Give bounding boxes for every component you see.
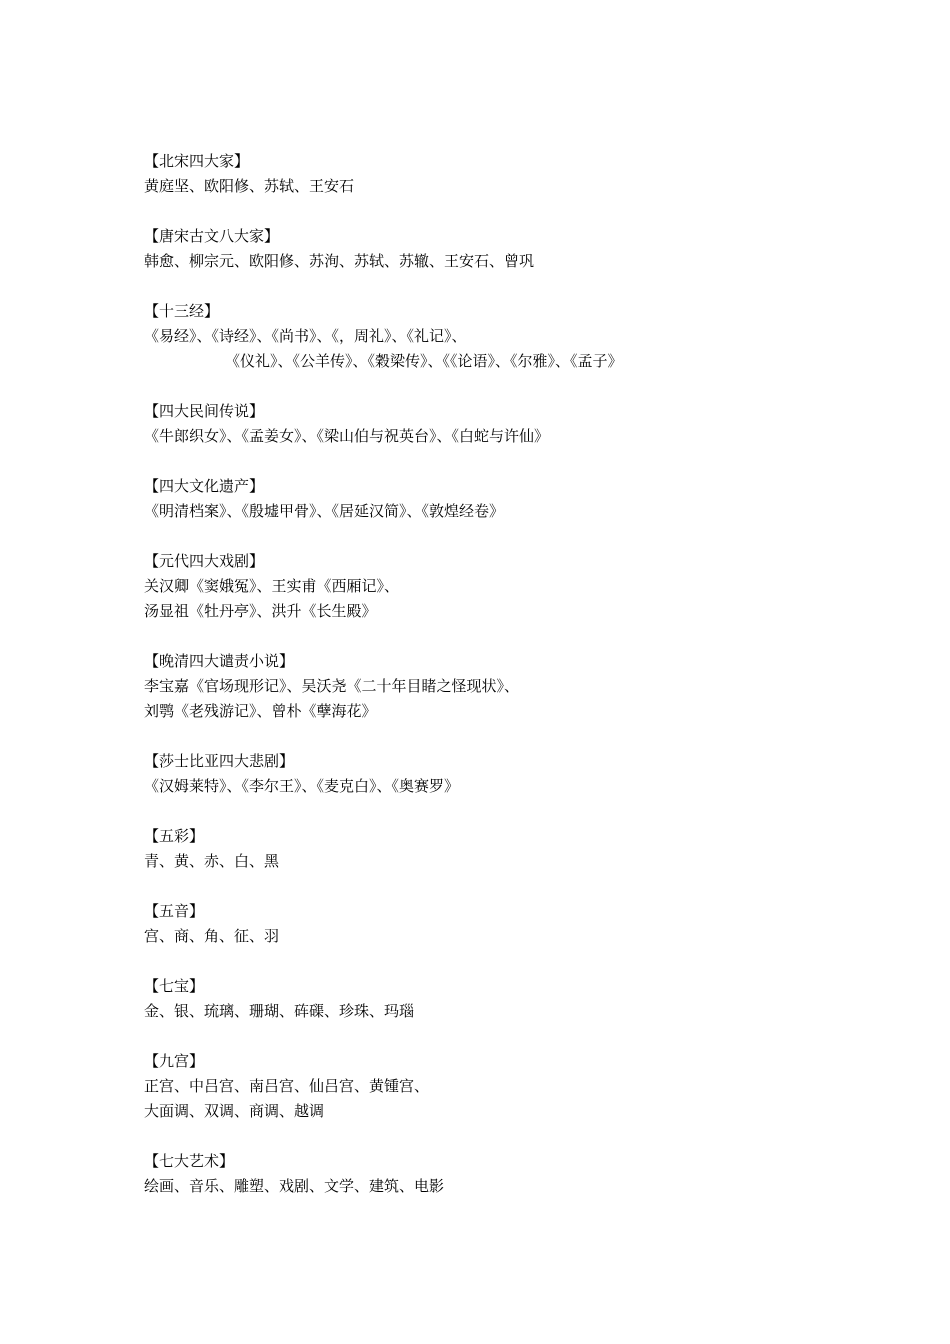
- section-line: 宫、商、角、征、羽: [144, 927, 280, 945]
- section-yuandai-xiju: [144, 549, 864, 624]
- section-title: 【北宋四大家】: [144, 152, 250, 170]
- section-wuyin: [144, 899, 864, 949]
- section-title: 【莎士比亚四大悲剧】: [144, 752, 295, 770]
- section-shisanjing: [144, 299, 864, 374]
- section-title: 【十三经】: [144, 302, 220, 320]
- section-wenhua-yichan: [144, 474, 864, 524]
- section-title: 【四大民间传说】: [144, 402, 265, 420]
- document-page: [144, 149, 864, 1224]
- section-title: 【四大文化遗产】: [144, 477, 265, 495]
- section-qianze-xiaoshuo: [144, 649, 864, 724]
- section-shashibiya-beiju: [144, 749, 864, 799]
- section-title: 【五音】: [144, 902, 205, 920]
- section-line: 大面调、双调、商调、越调: [144, 1102, 325, 1120]
- section-line: 正宫、中吕宫、南吕宫、仙吕宫、黄锺宫、: [144, 1077, 430, 1095]
- section-line: 《仪礼》、《公羊传》、《穀梁传》、《《论语》、《尔雅》、《孟子》: [225, 352, 623, 370]
- section-line: 《汉姆莱特》、《李尔王》、《麦克白》、《奥赛罗》: [144, 777, 460, 795]
- section-title: 【七宝】: [144, 977, 205, 995]
- section-line: 青、黄、赤、白、黑: [144, 852, 280, 870]
- section-title: 【七大艺术】: [144, 1152, 235, 1170]
- section-line: 金、银、琉璃、珊瑚、砗磲、珍珠、玛瑙: [144, 1002, 415, 1020]
- section-wucai: [144, 824, 864, 874]
- section-qibao: [144, 974, 864, 1024]
- section-jiugong: [144, 1049, 864, 1124]
- section-line: 《易经》、《诗经》、《尚书》、《，周礼》、《礼记》、: [144, 327, 467, 345]
- section-title: 【唐宋古文八大家】: [144, 227, 280, 245]
- section-title: 【晚清四大谴责小说】: [144, 652, 295, 670]
- section-line: 汤显祖《牡丹亭》、洪升《长生殿》: [144, 602, 377, 620]
- section-line: 李宝嘉《官场现形记》、吴沃尧《二十年目睹之怪现状》、: [144, 677, 520, 695]
- section-title: 【五彩】: [144, 827, 205, 845]
- section-line: 刘鹗《老残游记》、曾朴《孽海花》: [144, 702, 377, 720]
- section-line: 韩愈、柳宗元、欧阳修、苏洵、苏轼、苏辙、王安石、曾巩: [144, 252, 535, 270]
- section-beisong-sidajia: [144, 149, 864, 199]
- section-line: 关汉卿《窦娥冤》、王实甫《西厢记》、: [144, 577, 400, 595]
- section-line: 《明清档案》、《殷墟甲骨》、《居延汉简》、《敦煌经卷》: [144, 502, 505, 520]
- section-line: 黄庭坚、欧阳修、苏轼、王安石: [144, 177, 355, 195]
- section-title: 【九宫】: [144, 1052, 205, 1070]
- section-qida-yishu: [144, 1149, 864, 1199]
- section-tangsong-badajia: [144, 224, 864, 274]
- section-minjian-chuanshuo: [144, 399, 864, 449]
- section-title: 【元代四大戏剧】: [144, 552, 265, 570]
- section-line: 《牛郎织女》、《孟姜女》、《梁山伯与祝英台》、《白蛇与许仙》: [144, 427, 550, 445]
- section-line: 绘画、音乐、雕塑、戏剧、文学、建筑、电影: [144, 1177, 445, 1195]
